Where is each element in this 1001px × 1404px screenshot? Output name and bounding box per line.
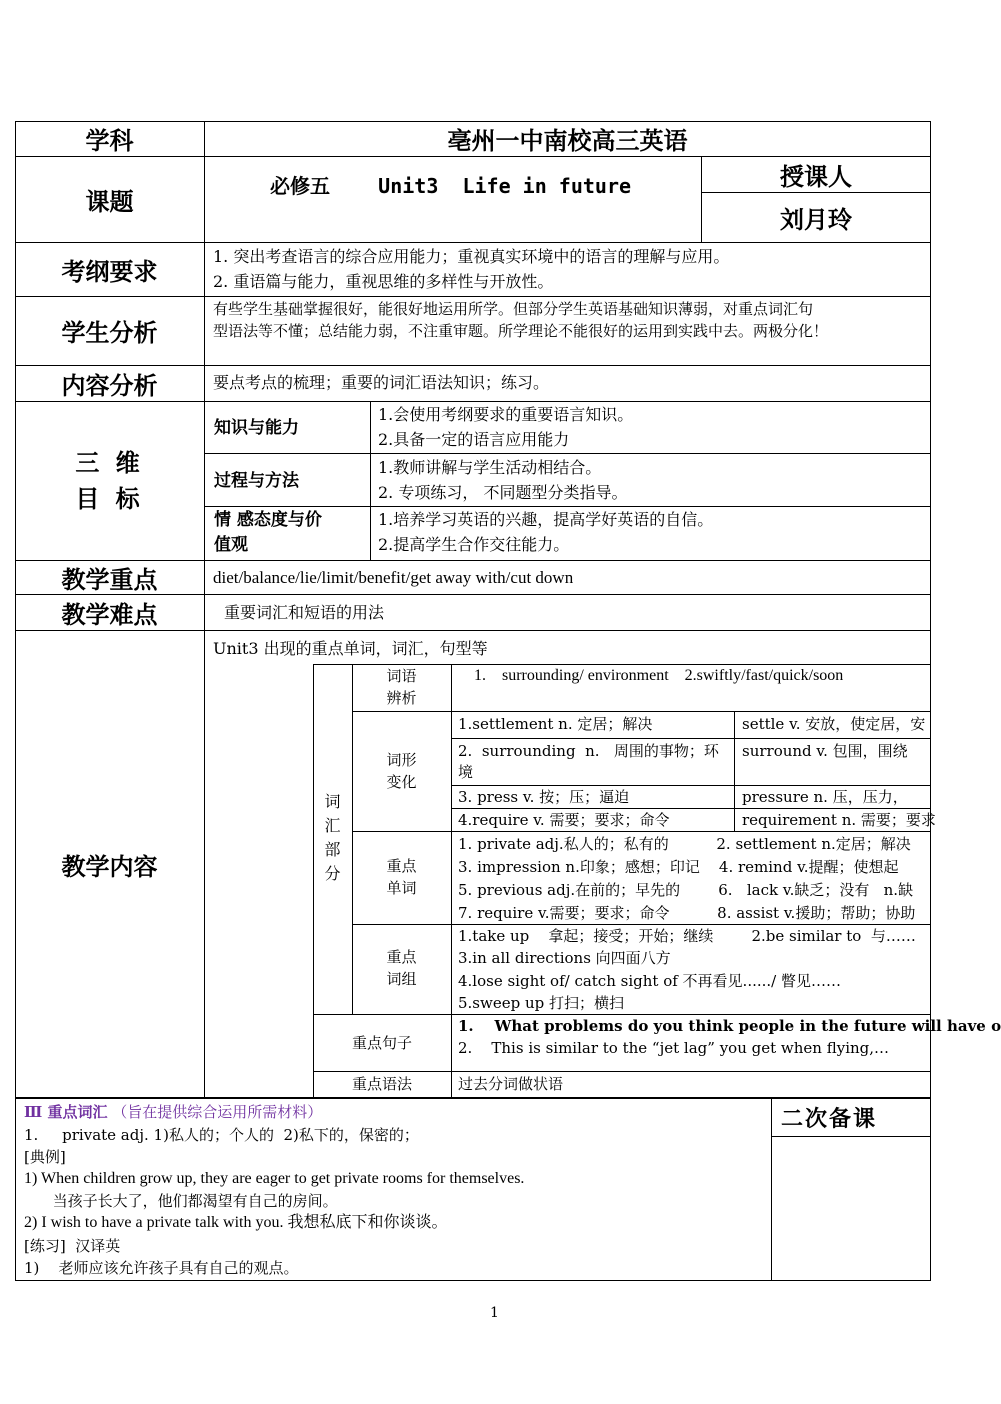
vocab-label-char-1: 词: [324, 792, 341, 811]
notes-line-4: 当孩子长大了，他们都渴望有自己的房间。: [24, 1192, 338, 1210]
forms-row-3-a: 3. press v. 按；压；逼迫: [458, 788, 630, 806]
phrases-label-1: 重点: [386, 948, 417, 966]
notes-line-6: [练习] 汉译英: [24, 1237, 121, 1255]
forms-row-1-b: settle v. 安放，使定居，安: [742, 715, 926, 733]
goal-process-name: 过程与方法: [214, 471, 299, 491]
subject-label: 学科: [85, 126, 134, 155]
notes-line-2: [典例]: [24, 1148, 66, 1166]
vocab-section-label: [313, 790, 352, 886]
students-line-1: 有些学生基础掌握很好，能很好地运用所学。但部分学生英语基础知识薄弱，对重点词汇句: [213, 300, 814, 318]
phrases-label-2: 词组: [386, 970, 417, 988]
goal-attitude-line-1: 1.培养学习英语的兴趣，提高学好英语的自信。: [378, 510, 714, 529]
key-words-line-4: 7. require v.需要；要求；命令 8. assist v.援助；帮助；协助: [458, 904, 916, 922]
notes-heading: [24, 1101, 322, 1123]
goal-process-line-2: 2. 专项练习， 不同题型分类指导。: [378, 483, 628, 502]
goals-label-line2: 目 标: [75, 483, 144, 513]
page-number: 1: [490, 1305, 499, 1321]
content-value: 要点考点的梳理；重要的词汇语法知识；练习。: [213, 373, 550, 392]
forms-row-2-a: 2. surrounding n. 周围的事物；环: [458, 742, 719, 760]
phrases-label: [352, 946, 451, 990]
students-line-2: 型语法等不懂；总结能力弱，不注重审题。所学理论不能很好的运用到实践中去。两极分化！: [213, 322, 829, 340]
forms-row-4-b: requirement n. 需要；要求: [742, 811, 936, 829]
goals-label: [15, 401, 204, 560]
forms-row-2-b: surround v. 包围，围绕: [742, 742, 908, 760]
discrimination-label: [352, 665, 451, 709]
sentences-line-2: 2. This is similar to the “jet lag” you get when flying,…: [458, 1039, 890, 1057]
key-words-label: [352, 855, 451, 899]
grammar-value: 过去分词做状语: [458, 1075, 564, 1093]
students-label: 学生分析: [61, 318, 158, 347]
outline-line-1: 1. 突出考查语言的综合应用能力；重视真实环境中的语言的理解与应用。: [213, 247, 730, 266]
phrases-line-1: 1.take up 拿起；接受；开始；继续 2.be similar to 与……: [458, 927, 916, 945]
phrases-line-2: 3.in all directions 向四面八方: [458, 949, 671, 967]
goal-knowledge-line-2: 2.具备一定的语言应用能力: [378, 430, 570, 449]
vocab-label-char-2: 汇: [324, 816, 341, 835]
vocab-label-char-3: 部: [324, 840, 341, 859]
notes-line-3: 1) When children grow up, they are eager to get private rooms for themselves.: [24, 1170, 525, 1187]
subject-value: 亳州一中南校高三英语: [447, 126, 688, 155]
content-label: 内容分析: [61, 370, 158, 400]
forms-row-4-a: 4.require v. 需要；要求；命令: [458, 811, 670, 829]
notes-heading-number: Ⅲ 重点词汇: [24, 1103, 108, 1121]
goals-label-line1: 三 维: [75, 447, 144, 477]
topic-label: 课题: [85, 186, 134, 216]
phrases-line-4: 5.sweep up 打扫；横扫: [458, 994, 625, 1012]
second-prep-label: 二次备课: [781, 1106, 878, 1132]
goal-attitude-name-1: 情 感态度与价: [214, 510, 322, 530]
teaching-label: 教学内容: [61, 851, 158, 881]
sentences-label: 重点句子: [351, 1034, 412, 1052]
forms-row-1-a: 1.settlement n. 定居；解决: [458, 715, 653, 733]
goal-process-line-1: 1.教师讲解与学生活动相结合。: [378, 458, 602, 477]
forms-row-2-a2: 境: [458, 763, 474, 781]
outline-line-2: 2. 重语篇与能力，重视思维的多样性与开放性。: [213, 272, 554, 291]
key-words-label-1: 重点: [386, 857, 417, 875]
sentences-line-1: 1. What problems do you think people in the future will have o: [458, 1017, 1001, 1035]
outline-label: 考纲要求: [61, 256, 158, 286]
discrimination-label-1: 词语: [386, 667, 417, 685]
vocab-label-char-4: 分: [324, 864, 341, 883]
notes-line-1: 1. private adj. 1)私人的；个人的 2)私下的，保密的；: [24, 1126, 419, 1144]
difficult-label: 教学难点: [61, 599, 158, 629]
discrimination-text: 1. surrounding/ environment 2.swiftly/fast/quick/soon: [474, 667, 844, 684]
goal-attitude-name-2: 值观: [214, 535, 248, 555]
notes-heading-note: （旨在提供综合运用所需材料）: [112, 1103, 323, 1121]
key-points-label: 教学重点: [61, 564, 158, 594]
key-words-label-2: 单词: [386, 879, 417, 897]
notes-line-5: 2) I wish to have a private talk with you. 我想私底下和你谈谈。: [24, 1214, 448, 1231]
notes-line-7: 1) 老师应该允许孩子具有自己的观点。: [24, 1259, 299, 1277]
key-words-line-3: 5. previous adj.在前的；早先的 6. lack v.缺乏；没有 n.缺: [458, 881, 914, 899]
teacher-label: 授课人: [780, 161, 852, 191]
grammar-label: 重点语法: [351, 1075, 412, 1093]
forms-row-3-b: pressure n. 压，压力，: [742, 788, 908, 806]
key-words-line-1: 1. private adj.私人的；私有的 2. settlement n.定居；解决: [458, 835, 911, 853]
key-words-line-2: 3. impression n.印象；感想；印记 4. remind v.提醒；使想起: [458, 858, 899, 876]
goal-knowledge-name: 知识与能力: [214, 418, 299, 438]
difficult-value: 重要词汇和短语的用法: [224, 603, 385, 622]
topic-value: 必修五 Unit3 Life in future: [270, 174, 632, 198]
goal-attitude-line-2: 2.提高学生合作交往能力。: [378, 535, 570, 554]
teacher-name: 刘月玲: [780, 204, 852, 234]
goal-knowledge-line-1: 1.会使用考纲要求的重要语言知识。: [378, 405, 634, 424]
teaching-intro: Unit3 出现的重点单词，词汇，句型等: [213, 639, 488, 658]
forms-label-1: 词形: [386, 751, 417, 769]
discrimination-label-2: 辨析: [386, 689, 417, 707]
forms-label: [352, 749, 451, 793]
key-points-value: diet/balance/lie/limit/benefit/get away with/cut down: [213, 568, 574, 587]
phrases-line-3: 4.lose sight of/ catch sight of 不再看见....../ 瞥见……: [458, 972, 841, 990]
forms-label-2: 变化: [386, 773, 417, 791]
